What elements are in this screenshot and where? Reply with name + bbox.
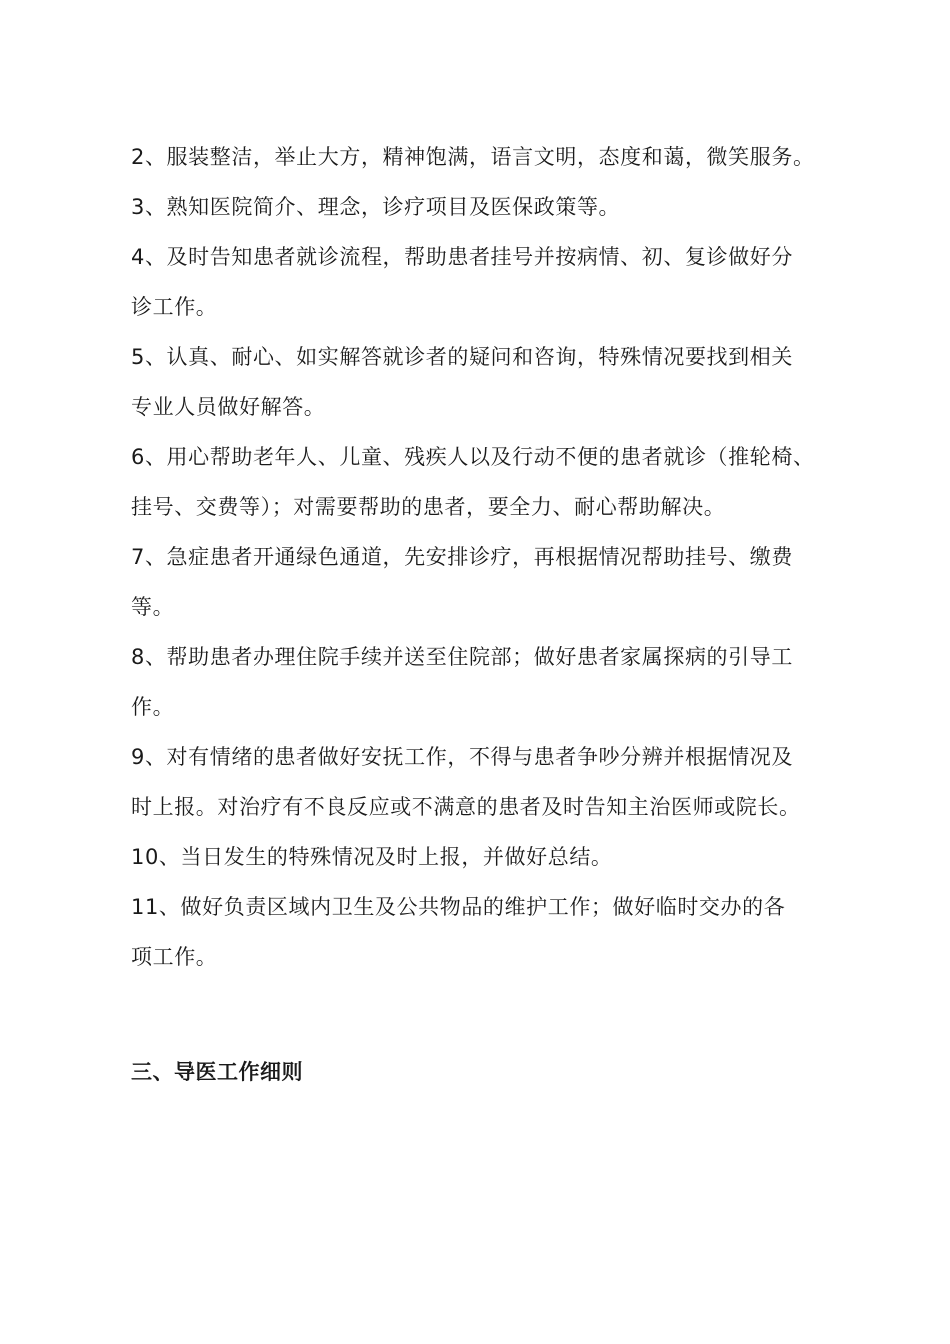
list-item-text: 等。 <box>131 595 175 619</box>
list-item-9 <box>131 732 831 832</box>
section-heading: 三、导医工作细则 <box>131 1060 303 1084</box>
list-item-text: 4、及时告知患者就诊流程，帮助患者挂号并按病情、初、复诊做好分 <box>131 245 793 269</box>
list-item-4 <box>131 232 831 332</box>
list-item-10 <box>131 832 831 882</box>
list-item-3 <box>131 182 831 232</box>
list-item-6 <box>131 432 831 532</box>
list-item-8 <box>131 632 831 732</box>
list-item-7 <box>131 532 831 632</box>
list-item-text: 项工作。 <box>131 945 218 969</box>
list-item-11 <box>131 882 831 982</box>
list-item-text: 3、熟知医院简介、理念，诊疗项目及医保政策等。 <box>131 195 621 219</box>
duty-list <box>131 132 831 982</box>
list-item-text: 挂号、交费等）；对需要帮助的患者，要全力、耐心帮助解决。 <box>131 495 726 519</box>
list-item-2 <box>131 132 831 182</box>
list-item-text: 诊工作。 <box>131 295 218 319</box>
list-item-text: 7、急症患者开通绿色通道，先安排诊疗，再根据情况帮助挂号、缴费 <box>131 545 793 569</box>
list-item-text: 6、用心帮助老年人、儿童、残疾人以及行动不便的患者就诊（推轮椅、 <box>131 445 815 469</box>
list-item-text: 10、当日发生的特殊情况及时上报，并做好总结。 <box>131 845 613 869</box>
list-item-text: 时上报。对治疗有不良反应或不满意的患者及时告知主治医师或院长。 <box>131 795 801 819</box>
list-item-text: 9、对有情绪的患者做好安抚工作，不得与患者争吵分辨并根据情况及 <box>131 745 793 769</box>
list-item-text: 11、做好负责区域内卫生及公共物品的维护工作；做好临时交办的各 <box>131 895 786 919</box>
list-item-text: 5、认真、耐心、如实解答就诊者的疑问和咨询，特殊情况要找到相关 <box>131 345 793 369</box>
list-item-5 <box>131 332 831 432</box>
list-item-text: 专业人员做好解答。 <box>131 395 326 419</box>
list-item-text: 8、帮助患者办理住院手续并送至住院部；做好患者家属探病的引导工 <box>131 645 793 669</box>
list-item-text: 2、服装整洁，举止大方，精神饱满，语言文明，态度和蔼，微笑服务。 <box>131 145 815 169</box>
list-item-text: 作。 <box>131 695 175 719</box>
